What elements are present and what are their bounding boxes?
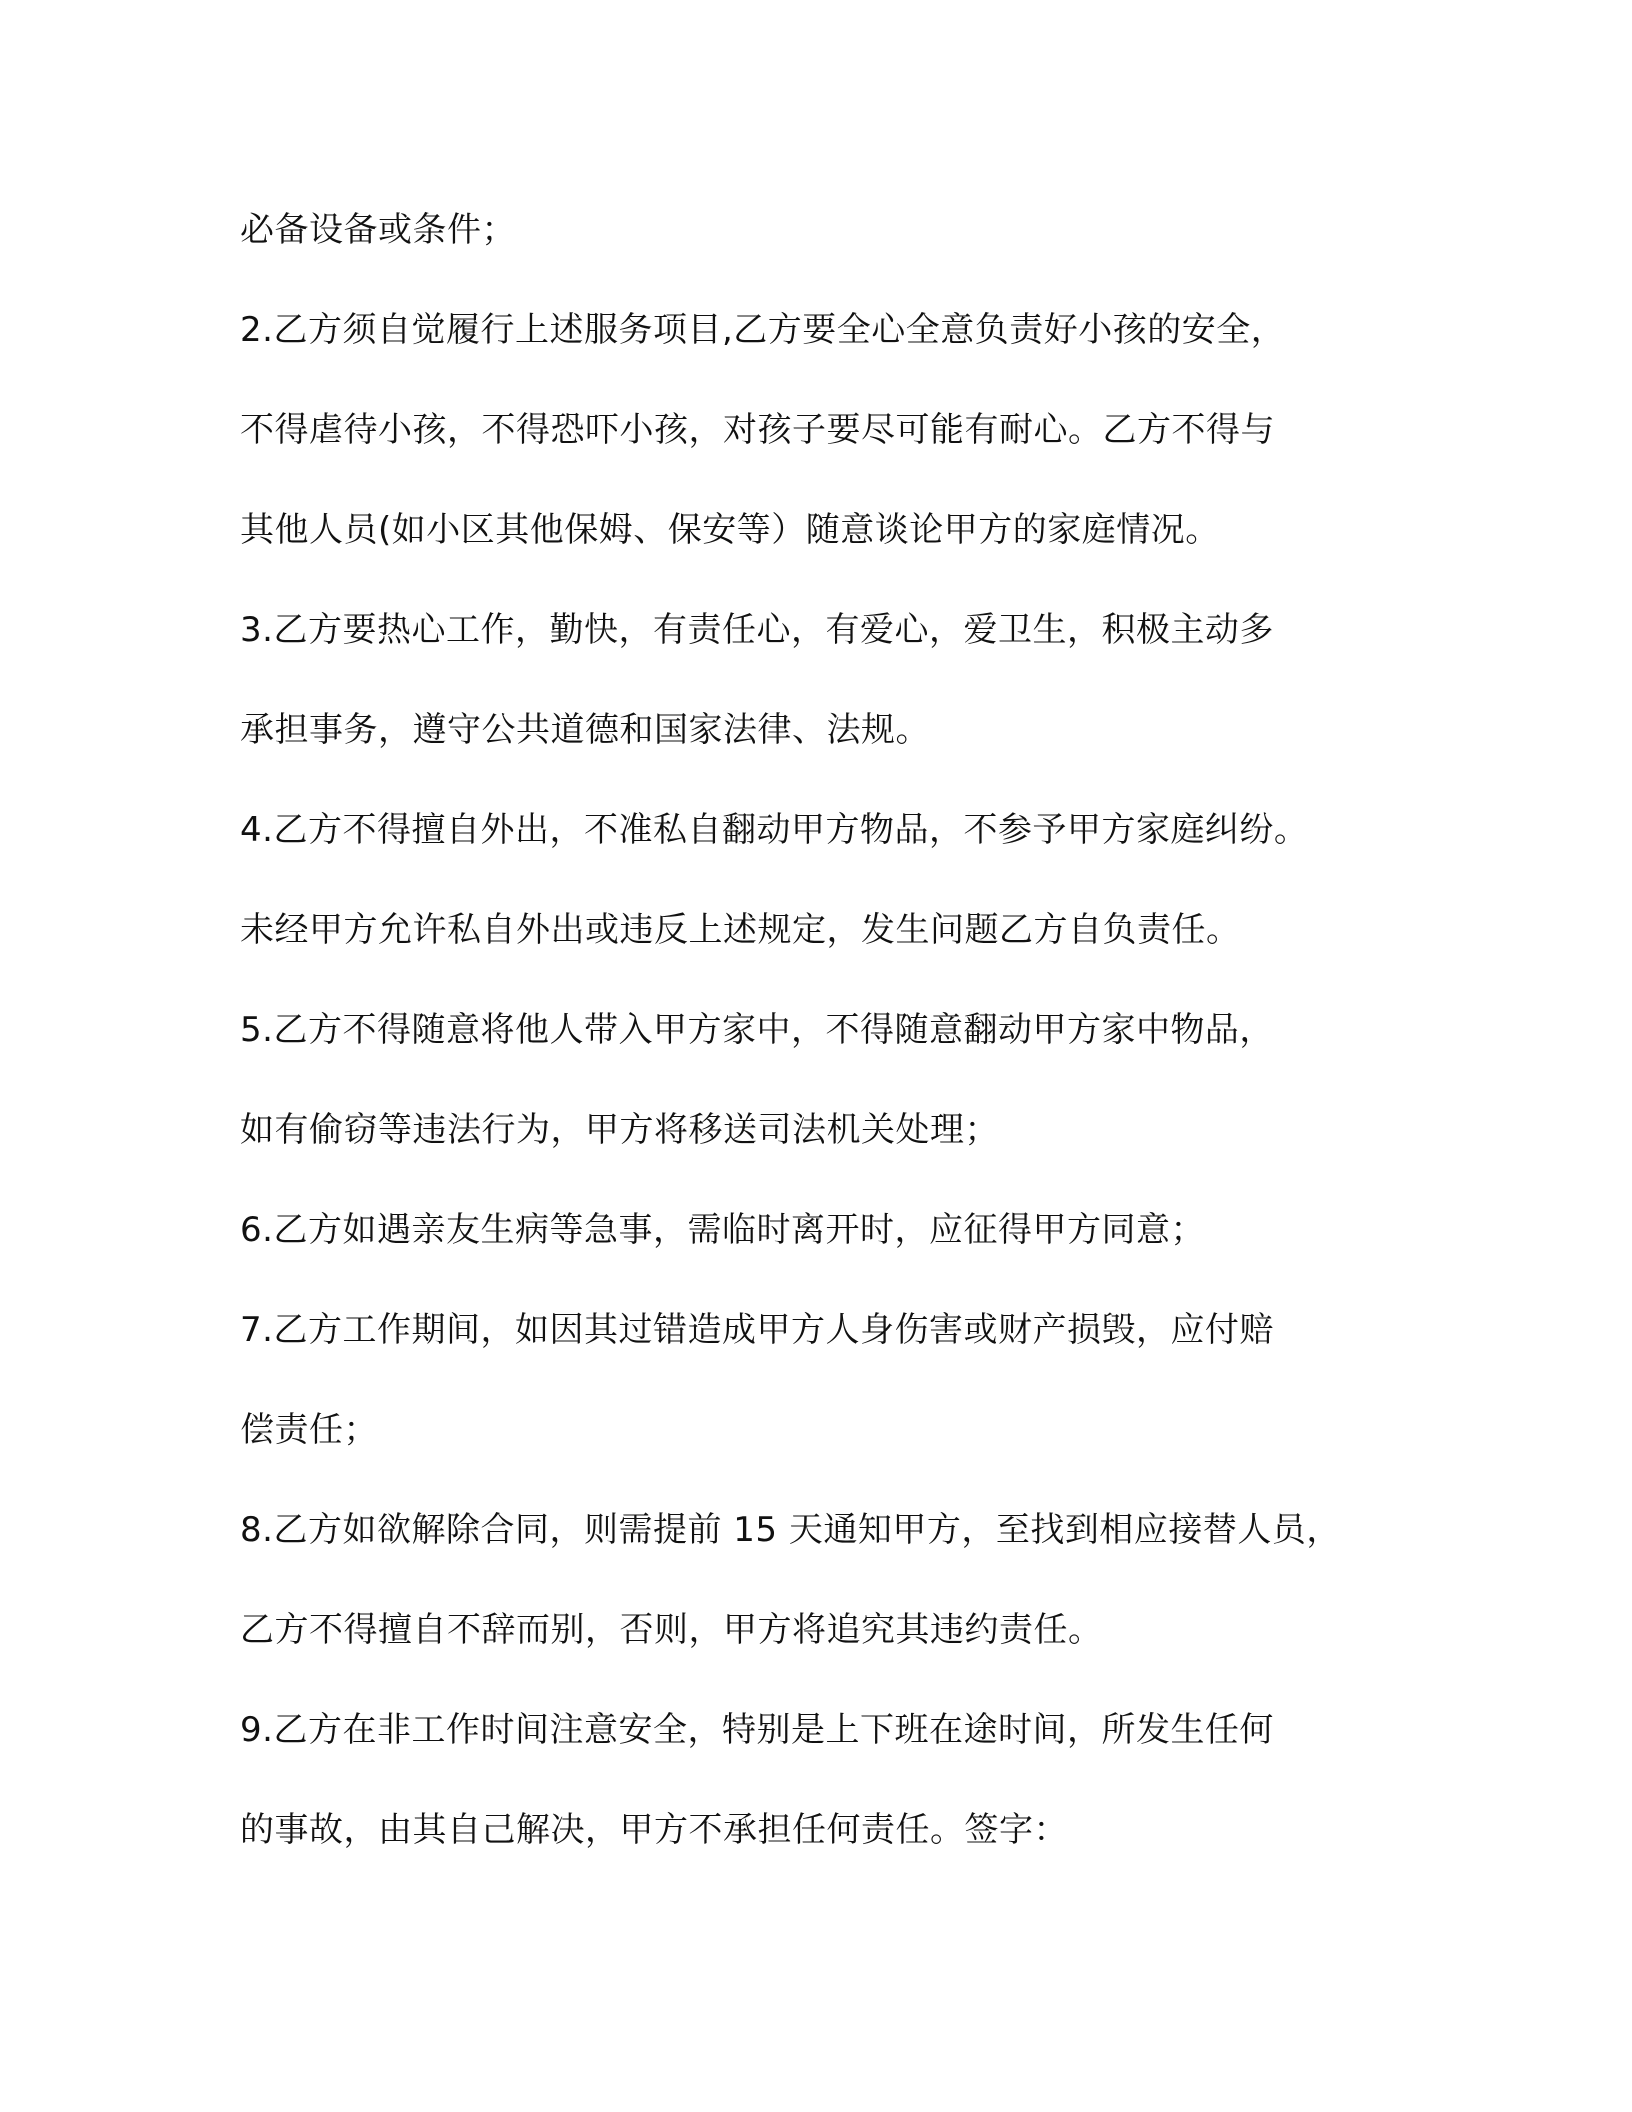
text-line: 8.乙方如欲解除合同，则需提前 15 天通知甲方，至找到相应接替人员， — [240, 1510, 1341, 1550]
text-line: 的事故，由其自己解决，甲方不承担任何责任。签字： — [240, 1810, 1068, 1850]
text-line: 如有偷窃等违法行为，甲方将移送司法机关处理； — [240, 1110, 999, 1150]
text-line: 不得虐待小孩，不得恐吓小孩，对孩子要尽可能有耐心。乙方不得与 — [240, 410, 1275, 450]
text-line: 承担事务，遵守公共道德和国家法律、法规。 — [240, 710, 930, 750]
text-line: 2.乙方须自觉履行上述服务项目,乙方要全心全意负责好小孩的安全， — [240, 310, 1286, 350]
text-line: 必备设备或条件； — [240, 210, 516, 250]
text-line: 9.乙方在非工作时间注意安全，特别是上下班在途时间，所发生任何 — [240, 1710, 1274, 1750]
text-line: 偿责任； — [240, 1410, 378, 1450]
document-body — [240, 180, 1420, 1880]
text-line: 7.乙方工作期间，如因其过错造成甲方人身伤害或财产损毁，应付赔 — [240, 1310, 1274, 1350]
text-line: 其他人员(如小区其他保姆、保安等）随意谈论甲方的家庭情况。 — [240, 510, 1220, 550]
text-line: 4.乙方不得擅自外出，不准私自翻动甲方物品，不参予甲方家庭纠纷。 — [240, 810, 1309, 850]
text-line: 3.乙方要热心工作，勤快，有责任心，有爱心，爱卫生，积极主动多 — [240, 610, 1274, 650]
text-line: 未经甲方允许私自外出或违反上述规定，发生问题乙方自负责任。 — [240, 910, 1241, 950]
text-line: 6.乙方如遇亲友生病等急事，需临时离开时，应征得甲方同意； — [240, 1210, 1205, 1250]
text-line: 5.乙方不得随意将他人带入甲方家中，不得随意翻动甲方家中物品， — [240, 1010, 1274, 1050]
text-line: 乙方不得擅自不辞而别，否则，甲方将追究其违约责任。 — [240, 1610, 1103, 1650]
